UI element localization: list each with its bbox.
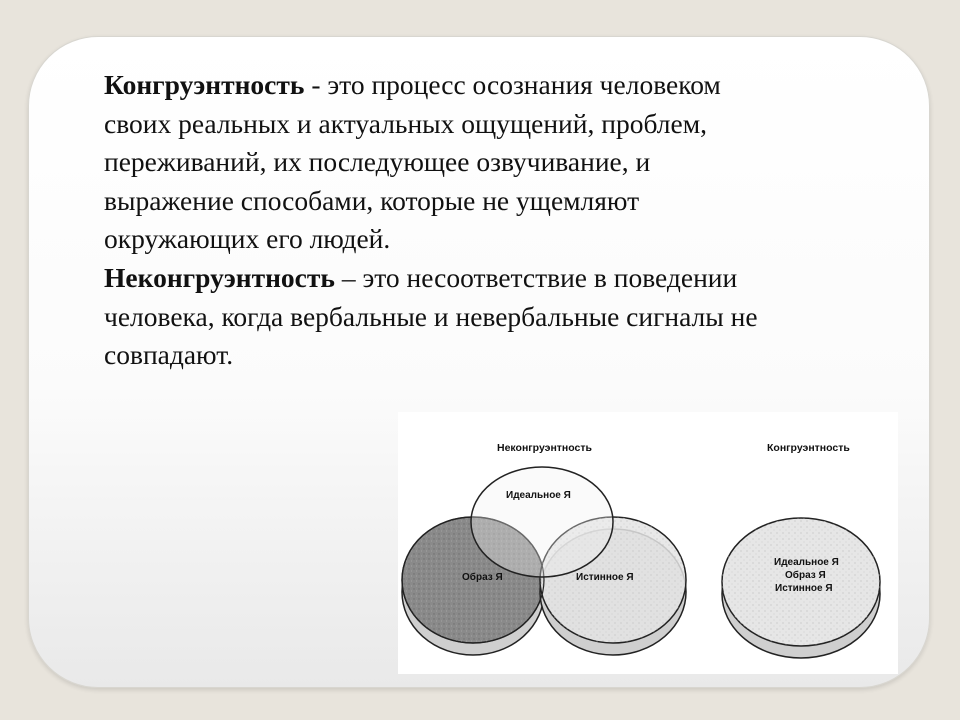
congruence-ideal-label: Идеальное Я bbox=[774, 557, 839, 568]
incongruence-title: Неконгруэнтность bbox=[497, 442, 592, 454]
congruence-title: Конгруэнтность bbox=[767, 442, 850, 454]
definitions-text bbox=[104, 66, 784, 375]
diagram-svg bbox=[398, 412, 898, 674]
congruence-separator: - bbox=[304, 69, 328, 100]
incongruence-true-label: Истинное Я bbox=[576, 572, 634, 583]
incongruence-term: Неконгруэнтность bbox=[104, 261, 335, 293]
incongruence-ideal-label: Идеальное Я bbox=[506, 490, 571, 501]
congruence-true-label: Истинное Я bbox=[775, 583, 833, 594]
incongruence-image-label: Образ Я bbox=[462, 572, 503, 583]
congruence-text: это процесс осознания человеком своих реальных и актуальных ощущений, проблем, переживаний, их последующее озвучивание, и выражение способами, которые не ущемляют окружающих его людей. bbox=[104, 69, 721, 255]
congruence-image-label: Образ Я bbox=[785, 570, 826, 581]
ideal-self-circle bbox=[471, 467, 613, 577]
congruence-term: Конгруэнтность bbox=[104, 69, 305, 100]
congruence-definition bbox=[104, 66, 784, 259]
incongruence-definition bbox=[104, 259, 784, 375]
self-concept-diagram bbox=[398, 412, 898, 674]
incongruence-separator: – bbox=[334, 261, 363, 293]
incongruence-text: это несоответствие в поведении человека, когда вербальные и невербальные сигналы не совпадают. bbox=[104, 261, 758, 371]
